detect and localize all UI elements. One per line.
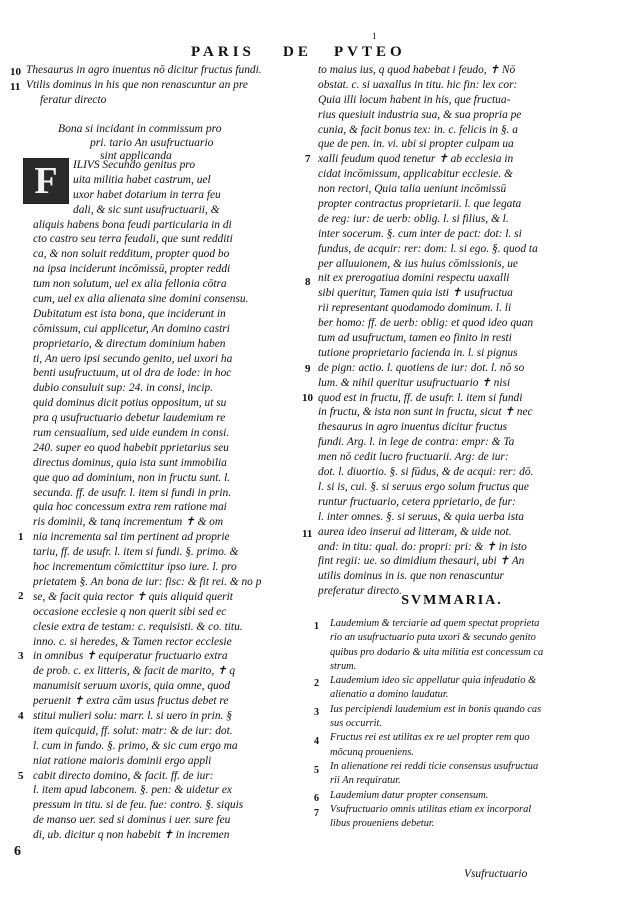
summary-line: Laudemium ideo sic appellatur quia infeudatio & xyxy=(330,675,537,687)
text-line: obstat. c. si uaxallus in titu. hic fin: lex cor: xyxy=(318,78,518,91)
text-line: runtur fructuario, cetera pprietario, de fur: xyxy=(318,495,516,508)
note-line: Vtilis dominus in his que non renascuntur an pre xyxy=(26,78,248,91)
text-line: non rectori, Quia talia ueniunt incōmissū xyxy=(318,183,507,196)
left-column-text xyxy=(33,158,303,843)
note-line: Thesaurus in agro inuentus nō dicitur fructus fundi. xyxy=(26,64,262,76)
margin-number: 5 xyxy=(18,770,24,782)
text-line: inno. c. si heredes, & Tamen rector ecclesie xyxy=(33,635,232,648)
text-line: de pign: actio. l. quotiens de iur: dot. l. nō so xyxy=(318,361,525,374)
summary-line: Ius percipiendi laudemium est in bonis quando cas xyxy=(330,703,542,715)
header-right: PVTEO xyxy=(334,44,406,60)
text-line: que quo ad dominium, non in fructu sunt. l. xyxy=(33,471,231,484)
text-line: de reg: iur: de uerb: oblig. l. si filius, & l. xyxy=(318,212,509,225)
text-line: proprietario, & directum dominium haben xyxy=(33,337,226,350)
margin-number: 9 xyxy=(305,363,311,375)
text-line: preferatur directo. xyxy=(318,585,402,598)
margin-number: 10 xyxy=(302,392,313,404)
summary-line: strum. xyxy=(330,660,357,672)
text-line: rius quesiuit industria sua, & sua propria pe xyxy=(318,108,522,121)
running-header xyxy=(0,44,617,64)
text-line: item quicquid, ff. solut: matr: & de iur: dot. xyxy=(33,724,233,737)
text-line: clesie extra de testam: c. requisisti. & co. titu. xyxy=(33,620,243,633)
margin-number: 7 xyxy=(305,153,311,165)
text-line: tum non solutum, uel ex alia fellonia cōtra xyxy=(33,278,227,291)
text-line: stitui mulieri solu: marr. l. si uero in prin. § xyxy=(33,709,232,722)
summaria-title: SVMMARIA. xyxy=(401,593,503,608)
summary-number: 6 xyxy=(314,793,319,804)
subtitle-line: Bona si incidant in commissum pro xyxy=(58,122,222,135)
text-line: secunda. ff. de usufr. l. item si fundi in prin. xyxy=(33,486,232,499)
text-line: nia incrementa sal tim pertinent ad proprie xyxy=(33,531,230,544)
text-line: dubio consuluit sup: 24. in consi, incip. xyxy=(33,382,214,395)
text-line: fundi. Arg. l. in lege de contra: empr: & Ta xyxy=(318,436,515,449)
summary-line: mōcunq proueniens. xyxy=(330,746,414,758)
summary-line: Fructus rei est utilitas ex re uel propter rem quo xyxy=(330,732,530,744)
text-line: ti, An uero ipsi secundo genito, uel uxori ha xyxy=(33,352,233,365)
summaria-list xyxy=(330,617,610,831)
text-line: peruenit ✝ extra cām usus fructus debet re xyxy=(33,695,229,708)
text-line: se, & facit quia rector ✝ quis aliquid querit xyxy=(33,590,233,603)
text-line: quid dominus dicit potius oppositum, ut su xyxy=(33,397,227,410)
note-line: feratur directo xyxy=(40,93,107,106)
summary-line: Laudemium datur propter consensum. xyxy=(330,789,489,801)
text-line: cunia, & facit bonus tex: in. c. felicis in §. a xyxy=(318,123,518,136)
text-line: de prob. c. ex litteris, & facit de marito, ✝ q xyxy=(33,665,236,678)
margin-number: 11 xyxy=(302,528,313,540)
text-line: tariu, ff. de usufr. l. item si fundi. §. primo. & xyxy=(33,546,239,559)
margin-number: 6 xyxy=(14,844,21,859)
text-line: ris dominii, & tanq incrementum ✝ & om xyxy=(33,516,224,529)
text-line: men nō cedit lucro fructuarii. Arg: de iur: xyxy=(318,451,509,464)
text-line: lum. & nihil queritur usufructuario ✝ nisi xyxy=(318,376,511,389)
text-line: ber homo: ff. de uerb: oblig: et quod ideo quan xyxy=(318,317,534,330)
text-line: inter socerum. §. cum inter de pact: dot: l. si xyxy=(318,227,522,240)
text-line: and: in titu: qual. do: propri: pri: & ✝ in isto xyxy=(318,540,527,553)
text-line: tum ad usufructum, tamen eo finito in resti xyxy=(318,332,512,345)
text-line: thesaurus in agro inuentus dicitur fructus xyxy=(318,421,508,434)
text-line: pra q usufructuario debetur laudemium re xyxy=(33,412,226,425)
folio-number: 1 xyxy=(372,31,377,41)
text-line: niat ratione maioris dominii ergo appli xyxy=(33,754,212,767)
text-line: tutione proprietario facienda in. l. si pignus xyxy=(318,346,518,359)
text-line: l. item apud labconem. §. pen: & uidetur ex xyxy=(33,784,232,797)
header-left: PARIS xyxy=(191,44,255,60)
text-line: in omnibus ✝ equiperatur fructuario extra xyxy=(33,650,228,663)
summary-line: alienatio a domino laudatur. xyxy=(330,689,449,701)
text-line: in fructu, & ista non sunt in fructu, sicut ✝ nec xyxy=(318,406,533,419)
margin-number: 2 xyxy=(18,590,24,602)
text-line: dot. l. diuortio. §. si fūdus, & de acqui: rer: dō. xyxy=(318,466,534,479)
margin-number: 11 xyxy=(10,81,21,93)
text-line: benti usufructuum, ut ol dra de lode: in hoc xyxy=(33,367,232,380)
text-line: hoc incrementum cōmicttitur ipso iure. l. pro xyxy=(33,561,237,574)
text-line: cum, uel ex alia alienata sine domini consensu. xyxy=(33,293,249,306)
text-line: dali, & sic sunt usufructuarii, & xyxy=(73,203,220,216)
text-line: quod est in fructu, ff. de usufr. l. item si fundi xyxy=(318,391,523,404)
summary-line: Vsufructuario omnis utilitas etiam ex incorporal xyxy=(330,803,532,815)
margin-number: 10 xyxy=(10,66,21,78)
text-line: rum censualium, sed uide eundem in consi. xyxy=(33,427,230,440)
summary-line: In alienatione rei reddi ticie consensus usufructua xyxy=(330,760,539,772)
text-line: quia hoc concessum extra rem ratione mai xyxy=(33,501,227,514)
text-line: occasione ecclesie q non querit sibi sed ec xyxy=(33,605,227,618)
summary-line: sus occurrit. xyxy=(330,718,382,730)
right-column-text xyxy=(318,63,608,599)
header-middle: DE xyxy=(283,44,312,60)
summary-number: 3 xyxy=(314,707,319,718)
summary-line: quibus pro dodario & uita militia est concessum ca xyxy=(330,646,544,658)
summary-number: 2 xyxy=(314,678,319,689)
text-line: uxor habet dotarium in terra feu xyxy=(73,188,221,201)
text-line: sibi queritur, Tamen quia isti ✝ usufructua xyxy=(318,287,513,300)
subtitle-line: pri. tario An usufructuario xyxy=(90,135,214,149)
margin-number: 8 xyxy=(305,276,311,288)
summary-line: rii An requiratur. xyxy=(330,775,401,787)
summary-number: 4 xyxy=(314,736,319,747)
text-line: l. inter omnes. §. si seruus, & quia uerba ista xyxy=(318,510,524,523)
text-line: que de pen. in. vi. ubi si propter culpam ua xyxy=(318,138,514,151)
text-line: directus dominus, quia ista sunt immobilia xyxy=(33,456,227,469)
left-notes xyxy=(26,63,262,108)
text-line: propter contractus proprietarii. l. que legata xyxy=(318,198,522,211)
text-line: cidat incōmissum, applicabitur ecclesie. & xyxy=(318,168,513,181)
text-line: prietatem §. An bona de iur: fisc: & fit rei. & no p xyxy=(33,575,262,588)
summary-number: 7 xyxy=(314,808,319,819)
text-line: fint regii: ue. so dimidium thesauri, ubi ✝ An xyxy=(318,555,525,568)
margin-number: 3 xyxy=(18,650,24,662)
summary-line: rio an usufructuario puta uxori & secundo genito xyxy=(330,632,536,644)
decorated-initial: F xyxy=(23,158,69,204)
text-line: nit ex prerogatiua domini respectu uaxalli xyxy=(318,272,510,285)
text-line: fundus, de acquir: rer: dom: l. si ego. §. quod ta xyxy=(318,242,538,255)
subtitle-line: sint applicanda xyxy=(100,149,172,162)
text-line: l. si is, cui. §. si seruus ergo solum fructus que xyxy=(318,480,529,493)
margin-number: 4 xyxy=(18,710,24,722)
text-line: pressum in titu. si de feu. fue: contro. §. siquis xyxy=(33,799,244,812)
summaria-section xyxy=(312,593,592,830)
text-line: di, ub. dicitur q non habebit ✝ in incremen xyxy=(33,829,230,842)
text-line: cōmissum, cui applicetur, An domino castri xyxy=(33,322,230,335)
text-line: per alluuionem, & ius huius cōmissionis, ue xyxy=(318,257,518,270)
text-line: xalli feudum quod tenetur ✝ ab ecclesia in xyxy=(318,153,514,166)
text-line: manumisit seruum uxoris, quia omne, quod xyxy=(33,680,231,693)
text-line: Dubitatum est ista bona, que inciderunt in xyxy=(33,307,226,320)
text-line: na ipsa inciderunt incōmissū, propter reddi xyxy=(33,263,231,276)
text-line: ILIVS Secundo genitus pro xyxy=(73,159,196,171)
text-line: uita militia habet castrum, uel xyxy=(73,173,211,186)
text-line: utilis dominus in is. que non renascuntur xyxy=(318,570,504,583)
text-line: Quia illi locum habent in his, que fructua- xyxy=(318,93,511,106)
text-line: de manso uer. sed si dominus i uer. sure feu xyxy=(33,814,231,827)
section-subtitle xyxy=(58,122,222,163)
text-line: to maius ius, q quod habebat i feudo, ✝ Nō xyxy=(318,64,516,76)
summary-line: Laudemium & terciarie ad quem spectat proprieta xyxy=(330,618,540,629)
text-line: aliquis habens bona feudi particularia in di xyxy=(33,218,232,231)
catchword: Vsufructuario xyxy=(464,868,528,880)
text-line: 240. super eo quod habebit pprietarius seu xyxy=(33,441,229,454)
margin-number: 1 xyxy=(18,531,24,543)
text-line: cto castro seu terra feudali, que sunt redditi xyxy=(33,233,233,246)
text-line: aurea ideo inserui ad litteram, & uide not. xyxy=(318,525,512,538)
summary-line: libus proueniens debetur. xyxy=(330,818,435,830)
summary-number: 5 xyxy=(314,765,319,776)
summary-number: 1 xyxy=(314,621,319,632)
text-line: rii representant quodamodo dominum. l. li xyxy=(318,302,512,315)
text-line: cabit directo domino, & facit. ff. de iur: xyxy=(33,769,214,782)
text-line: l. cum in fundo. §. primo, & sic cum ergo ma xyxy=(33,739,238,752)
text-line: ca, & non soluit redditum, propter quod bo xyxy=(33,248,230,261)
